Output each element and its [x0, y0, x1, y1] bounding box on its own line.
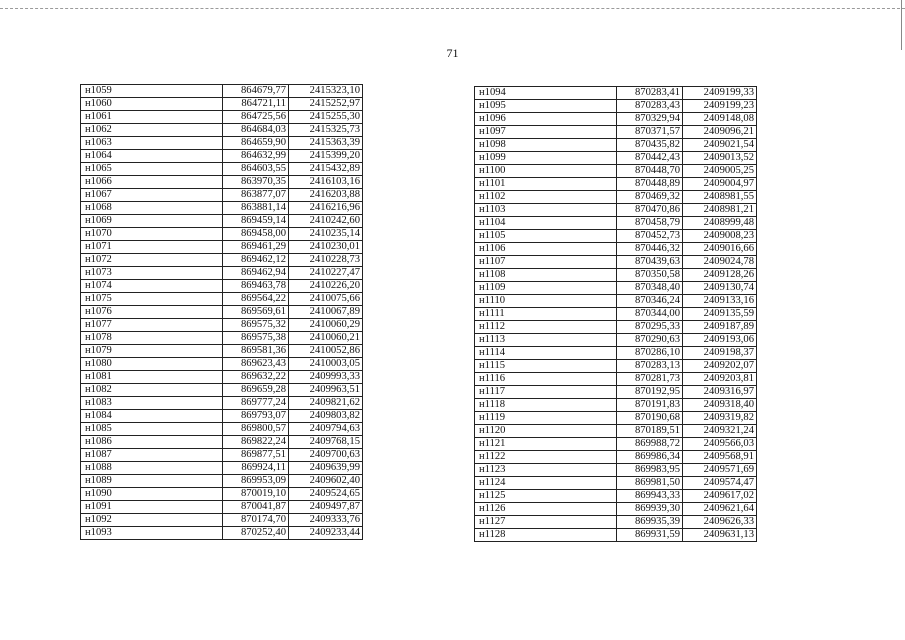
y-coordinate-cell: 2409133,16	[683, 295, 757, 308]
y-coordinate-cell: 2409568,91	[683, 451, 757, 464]
table-row	[81, 228, 363, 241]
x-coordinate-cell: 869800,57	[223, 423, 289, 436]
x-coordinate-cell: 870446,32	[617, 243, 683, 256]
x-coordinate-cell: 869463,78	[223, 280, 289, 293]
x-coordinate-cell: 870371,57	[617, 126, 683, 139]
y-coordinate-cell: 2409626,33	[683, 516, 757, 529]
y-coordinate-cell: 2409571,69	[683, 464, 757, 477]
point-name-cell: н1101	[475, 178, 617, 191]
table-row	[475, 204, 757, 217]
table-row	[475, 464, 757, 477]
table-row	[81, 514, 363, 527]
x-coordinate-cell: 869575,38	[223, 332, 289, 345]
x-coordinate-cell: 869459,14	[223, 215, 289, 228]
y-coordinate-cell: 2408981,55	[683, 191, 757, 204]
x-coordinate-cell: 870252,40	[223, 527, 289, 540]
y-coordinate-cell: 2409993,33	[289, 371, 363, 384]
table-row	[475, 386, 757, 399]
table-row	[81, 527, 363, 540]
y-coordinate-cell: 2409318,40	[683, 399, 757, 412]
point-name-cell: н1114	[475, 347, 617, 360]
y-coordinate-cell: 2415255,30	[289, 111, 363, 124]
x-coordinate-cell: 869632,22	[223, 371, 289, 384]
y-coordinate-cell: 2409963,51	[289, 384, 363, 397]
table-row	[81, 332, 363, 345]
table-row	[475, 373, 757, 386]
table-row	[81, 189, 363, 202]
x-coordinate-cell: 869931,59	[617, 529, 683, 542]
y-coordinate-cell: 2415399,20	[289, 150, 363, 163]
table-row	[475, 178, 757, 191]
y-coordinate-cell: 2409096,21	[683, 126, 757, 139]
x-coordinate-cell: 864603,55	[223, 163, 289, 176]
y-coordinate-cell: 2409574,47	[683, 477, 757, 490]
x-coordinate-cell: 870452,73	[617, 230, 683, 243]
point-name-cell: н1085	[81, 423, 223, 436]
x-coordinate-cell: 869581,36	[223, 345, 289, 358]
x-coordinate-cell: 864659,90	[223, 137, 289, 150]
y-coordinate-cell: 2409639,99	[289, 462, 363, 475]
point-name-cell: н1119	[475, 412, 617, 425]
x-coordinate-cell: 864721,11	[223, 98, 289, 111]
table-row	[475, 100, 757, 113]
x-coordinate-cell: 869943,33	[617, 490, 683, 503]
x-coordinate-cell: 869462,12	[223, 254, 289, 267]
point-name-cell: н1067	[81, 189, 223, 202]
x-coordinate-cell: 870019,10	[223, 488, 289, 501]
x-coordinate-cell: 864632,99	[223, 150, 289, 163]
point-name-cell: н1122	[475, 451, 617, 464]
y-coordinate-cell: 2415252,97	[289, 98, 363, 111]
table-row	[81, 267, 363, 280]
point-name-cell: н1070	[81, 228, 223, 241]
point-name-cell: н1078	[81, 332, 223, 345]
point-name-cell: н1109	[475, 282, 617, 295]
x-coordinate-cell: 870469,32	[617, 191, 683, 204]
point-name-cell: н1099	[475, 152, 617, 165]
coordinates-table-right	[474, 86, 757, 542]
y-coordinate-cell: 2410227,47	[289, 267, 363, 280]
point-name-cell: н1075	[81, 293, 223, 306]
table-row	[475, 412, 757, 425]
table-row	[475, 399, 757, 412]
x-coordinate-cell: 870329,94	[617, 113, 683, 126]
table-row	[81, 280, 363, 293]
y-coordinate-cell: 2408999,48	[683, 217, 757, 230]
y-coordinate-cell: 2409768,15	[289, 436, 363, 449]
y-coordinate-cell: 2410226,20	[289, 280, 363, 293]
y-coordinate-cell: 2409024,78	[683, 256, 757, 269]
x-coordinate-cell: 870458,79	[617, 217, 683, 230]
point-name-cell: н1079	[81, 345, 223, 358]
x-coordinate-cell: 870191,83	[617, 399, 683, 412]
point-name-cell: н1064	[81, 150, 223, 163]
x-coordinate-cell: 869986,34	[617, 451, 683, 464]
table-row	[475, 295, 757, 308]
point-name-cell: н1068	[81, 202, 223, 215]
point-name-cell: н1100	[475, 165, 617, 178]
table-row	[475, 113, 757, 126]
table-row	[475, 477, 757, 490]
scan-edge-top	[0, 0, 905, 9]
point-name-cell: н1066	[81, 176, 223, 189]
y-coordinate-cell: 2409135,59	[683, 308, 757, 321]
x-coordinate-cell: 870442,43	[617, 152, 683, 165]
x-coordinate-cell: 870348,40	[617, 282, 683, 295]
y-coordinate-cell: 2416103,16	[289, 176, 363, 189]
y-coordinate-cell: 2409319,82	[683, 412, 757, 425]
y-coordinate-cell: 2409004,97	[683, 178, 757, 191]
table-row	[81, 306, 363, 319]
y-coordinate-cell: 2409321,24	[683, 425, 757, 438]
x-coordinate-cell: 870448,89	[617, 178, 683, 191]
point-name-cell: н1112	[475, 321, 617, 334]
point-name-cell: н1065	[81, 163, 223, 176]
point-name-cell: н1059	[81, 85, 223, 98]
point-name-cell: н1096	[475, 113, 617, 126]
point-name-cell: н1120	[475, 425, 617, 438]
table-row	[81, 241, 363, 254]
x-coordinate-cell: 869458,00	[223, 228, 289, 241]
y-coordinate-cell: 2409187,89	[683, 321, 757, 334]
x-coordinate-cell: 870286,10	[617, 347, 683, 360]
table-row	[81, 397, 363, 410]
x-coordinate-cell: 870189,51	[617, 425, 683, 438]
table-row	[81, 475, 363, 488]
table-row	[81, 345, 363, 358]
point-name-cell: н1128	[475, 529, 617, 542]
table-row	[475, 425, 757, 438]
y-coordinate-cell: 2415432,89	[289, 163, 363, 176]
point-name-cell: н1097	[475, 126, 617, 139]
point-name-cell: н1093	[81, 527, 223, 540]
y-coordinate-cell: 2415325,73	[289, 124, 363, 137]
x-coordinate-cell: 869575,32	[223, 319, 289, 332]
point-name-cell: н1103	[475, 204, 617, 217]
table-row	[81, 423, 363, 436]
y-coordinate-cell: 2410075,66	[289, 293, 363, 306]
table-row	[81, 163, 363, 176]
table-row	[81, 137, 363, 150]
x-coordinate-cell: 864679,77	[223, 85, 289, 98]
table-row	[475, 243, 757, 256]
table-row	[475, 503, 757, 516]
table-row	[81, 488, 363, 501]
y-coordinate-cell: 2415363,39	[289, 137, 363, 150]
y-coordinate-cell: 2409631,13	[683, 529, 757, 542]
table-row	[81, 501, 363, 514]
point-name-cell: н1061	[81, 111, 223, 124]
x-coordinate-cell: 870435,82	[617, 139, 683, 152]
y-coordinate-cell: 2409008,23	[683, 230, 757, 243]
point-name-cell: н1091	[81, 501, 223, 514]
point-name-cell: н1121	[475, 438, 617, 451]
table-row	[475, 490, 757, 503]
table-row	[475, 126, 757, 139]
y-coordinate-cell: 2409203,81	[683, 373, 757, 386]
point-name-cell: н1062	[81, 124, 223, 137]
point-name-cell: н1074	[81, 280, 223, 293]
y-coordinate-cell: 2409566,03	[683, 438, 757, 451]
y-coordinate-cell: 2416216,96	[289, 202, 363, 215]
x-coordinate-cell: 870041,87	[223, 501, 289, 514]
y-coordinate-cell: 2409130,74	[683, 282, 757, 295]
x-coordinate-cell: 870346,24	[617, 295, 683, 308]
point-name-cell: н1098	[475, 139, 617, 152]
table-row	[81, 319, 363, 332]
table-row	[81, 202, 363, 215]
x-coordinate-cell: 869988,72	[617, 438, 683, 451]
x-coordinate-cell: 869623,43	[223, 358, 289, 371]
y-coordinate-cell: 2409794,63	[289, 423, 363, 436]
table-row	[475, 529, 757, 542]
table-row	[475, 87, 757, 100]
y-coordinate-cell: 2416203,88	[289, 189, 363, 202]
table-row	[81, 111, 363, 124]
y-coordinate-cell: 2409821,62	[289, 397, 363, 410]
table-row	[475, 217, 757, 230]
y-coordinate-cell: 2409016,66	[683, 243, 757, 256]
table-row	[81, 215, 363, 228]
y-coordinate-cell: 2410003,05	[289, 358, 363, 371]
table-row	[81, 462, 363, 475]
table-row	[475, 360, 757, 373]
x-coordinate-cell: 869793,07	[223, 410, 289, 423]
point-name-cell: н1084	[81, 410, 223, 423]
point-name-cell: н1104	[475, 217, 617, 230]
y-coordinate-cell: 2409005,25	[683, 165, 757, 178]
y-coordinate-cell: 2409148,08	[683, 113, 757, 126]
point-name-cell: н1116	[475, 373, 617, 386]
table-row	[475, 347, 757, 360]
y-coordinate-cell: 2410067,89	[289, 306, 363, 319]
y-coordinate-cell: 2409617,02	[683, 490, 757, 503]
point-name-cell: н1073	[81, 267, 223, 280]
x-coordinate-cell: 863881,14	[223, 202, 289, 215]
table-row	[81, 85, 363, 98]
point-name-cell: н1117	[475, 386, 617, 399]
point-name-cell: н1110	[475, 295, 617, 308]
point-name-cell: н1126	[475, 503, 617, 516]
x-coordinate-cell: 870192,95	[617, 386, 683, 399]
table-row	[81, 254, 363, 267]
point-name-cell: н1063	[81, 137, 223, 150]
point-name-cell: н1092	[81, 514, 223, 527]
table-row	[81, 124, 363, 137]
table-row	[475, 321, 757, 334]
table-row	[81, 436, 363, 449]
x-coordinate-cell: 870281,73	[617, 373, 683, 386]
y-coordinate-cell: 2409233,44	[289, 527, 363, 540]
table-row	[475, 438, 757, 451]
table-row	[475, 451, 757, 464]
y-coordinate-cell: 2410242,60	[289, 215, 363, 228]
point-name-cell: н1108	[475, 269, 617, 282]
point-name-cell: н1086	[81, 436, 223, 449]
point-name-cell: н1125	[475, 490, 617, 503]
y-coordinate-cell: 2410230,01	[289, 241, 363, 254]
x-coordinate-cell: 870290,63	[617, 334, 683, 347]
y-coordinate-cell: 2409193,06	[683, 334, 757, 347]
point-name-cell: н1118	[475, 399, 617, 412]
y-coordinate-cell: 2409128,26	[683, 269, 757, 282]
x-coordinate-cell: 869935,39	[617, 516, 683, 529]
x-coordinate-cell: 869939,30	[617, 503, 683, 516]
x-coordinate-cell: 870470,86	[617, 204, 683, 217]
table-row	[475, 334, 757, 347]
y-coordinate-cell: 2409316,97	[683, 386, 757, 399]
x-coordinate-cell: 870350,58	[617, 269, 683, 282]
x-coordinate-cell: 864684,03	[223, 124, 289, 137]
x-coordinate-cell: 870174,70	[223, 514, 289, 527]
x-coordinate-cell: 870283,41	[617, 87, 683, 100]
point-name-cell: н1107	[475, 256, 617, 269]
x-coordinate-cell: 864725,56	[223, 111, 289, 124]
point-name-cell: н1105	[475, 230, 617, 243]
point-name-cell: н1088	[81, 462, 223, 475]
y-coordinate-cell: 2410228,73	[289, 254, 363, 267]
y-coordinate-cell: 2409497,87	[289, 501, 363, 514]
point-name-cell: н1089	[81, 475, 223, 488]
point-name-cell: н1094	[475, 87, 617, 100]
point-name-cell: н1102	[475, 191, 617, 204]
x-coordinate-cell: 869924,11	[223, 462, 289, 475]
x-coordinate-cell: 869462,94	[223, 267, 289, 280]
table-row	[81, 371, 363, 384]
table-row	[475, 308, 757, 321]
point-name-cell: н1072	[81, 254, 223, 267]
y-coordinate-cell: 2409700,63	[289, 449, 363, 462]
point-name-cell: н1106	[475, 243, 617, 256]
point-name-cell: н1115	[475, 360, 617, 373]
x-coordinate-cell: 870439,63	[617, 256, 683, 269]
point-name-cell: н1081	[81, 371, 223, 384]
point-name-cell: н1095	[475, 100, 617, 113]
y-coordinate-cell: 2409621,64	[683, 503, 757, 516]
point-name-cell: н1087	[81, 449, 223, 462]
table-row	[81, 98, 363, 111]
table-row	[475, 165, 757, 178]
table-row	[81, 358, 363, 371]
y-coordinate-cell: 2409199,33	[683, 87, 757, 100]
x-coordinate-cell: 869983,95	[617, 464, 683, 477]
table-row	[81, 176, 363, 189]
y-coordinate-cell: 2409199,23	[683, 100, 757, 113]
y-coordinate-cell: 2409202,07	[683, 360, 757, 373]
table-row	[81, 150, 363, 163]
x-coordinate-cell: 869777,24	[223, 397, 289, 410]
table-row	[475, 256, 757, 269]
coordinates-table-left	[80, 84, 363, 540]
x-coordinate-cell: 869569,61	[223, 306, 289, 319]
point-name-cell: н1069	[81, 215, 223, 228]
x-coordinate-cell: 863970,35	[223, 176, 289, 189]
point-name-cell: н1113	[475, 334, 617, 347]
point-name-cell: н1071	[81, 241, 223, 254]
point-name-cell: н1076	[81, 306, 223, 319]
x-coordinate-cell: 870344,00	[617, 308, 683, 321]
x-coordinate-cell: 869564,22	[223, 293, 289, 306]
x-coordinate-cell: 870283,13	[617, 360, 683, 373]
y-coordinate-cell: 2408981,21	[683, 204, 757, 217]
page-number: 71	[446, 46, 459, 60]
y-coordinate-cell: 2409803,82	[289, 410, 363, 423]
table-row	[475, 152, 757, 165]
x-coordinate-cell: 870448,70	[617, 165, 683, 178]
y-coordinate-cell: 2409198,37	[683, 347, 757, 360]
y-coordinate-cell: 2409602,40	[289, 475, 363, 488]
table-row	[81, 449, 363, 462]
table-row	[475, 139, 757, 152]
x-coordinate-cell: 869981,50	[617, 477, 683, 490]
point-name-cell: н1080	[81, 358, 223, 371]
scan-edge-right	[901, 0, 902, 50]
point-name-cell: н1124	[475, 477, 617, 490]
x-coordinate-cell: 869659,28	[223, 384, 289, 397]
point-name-cell: н1123	[475, 464, 617, 477]
table-row	[475, 269, 757, 282]
y-coordinate-cell: 2409013,52	[683, 152, 757, 165]
x-coordinate-cell: 870283,43	[617, 100, 683, 113]
y-coordinate-cell: 2410052,86	[289, 345, 363, 358]
x-coordinate-cell: 863877,07	[223, 189, 289, 202]
y-coordinate-cell: 2409021,54	[683, 139, 757, 152]
y-coordinate-cell: 2410060,21	[289, 332, 363, 345]
point-name-cell: н1127	[475, 516, 617, 529]
y-coordinate-cell: 2410235,14	[289, 228, 363, 241]
y-coordinate-cell: 2409333,76	[289, 514, 363, 527]
y-coordinate-cell: 2415323,10	[289, 85, 363, 98]
table-row	[475, 516, 757, 529]
y-coordinate-cell: 2410060,29	[289, 319, 363, 332]
x-coordinate-cell: 870190,68	[617, 412, 683, 425]
point-name-cell: н1060	[81, 98, 223, 111]
point-name-cell: н1077	[81, 319, 223, 332]
table-row	[475, 282, 757, 295]
table-row	[475, 191, 757, 204]
x-coordinate-cell: 869461,29	[223, 241, 289, 254]
table-row	[81, 384, 363, 397]
point-name-cell: н1090	[81, 488, 223, 501]
x-coordinate-cell: 869877,51	[223, 449, 289, 462]
table-row	[475, 230, 757, 243]
table-row	[81, 293, 363, 306]
point-name-cell: н1082	[81, 384, 223, 397]
x-coordinate-cell: 870295,33	[617, 321, 683, 334]
x-coordinate-cell: 869953,09	[223, 475, 289, 488]
x-coordinate-cell: 869822,24	[223, 436, 289, 449]
point-name-cell: н1111	[475, 308, 617, 321]
table-row	[81, 410, 363, 423]
y-coordinate-cell: 2409524,65	[289, 488, 363, 501]
point-name-cell: н1083	[81, 397, 223, 410]
